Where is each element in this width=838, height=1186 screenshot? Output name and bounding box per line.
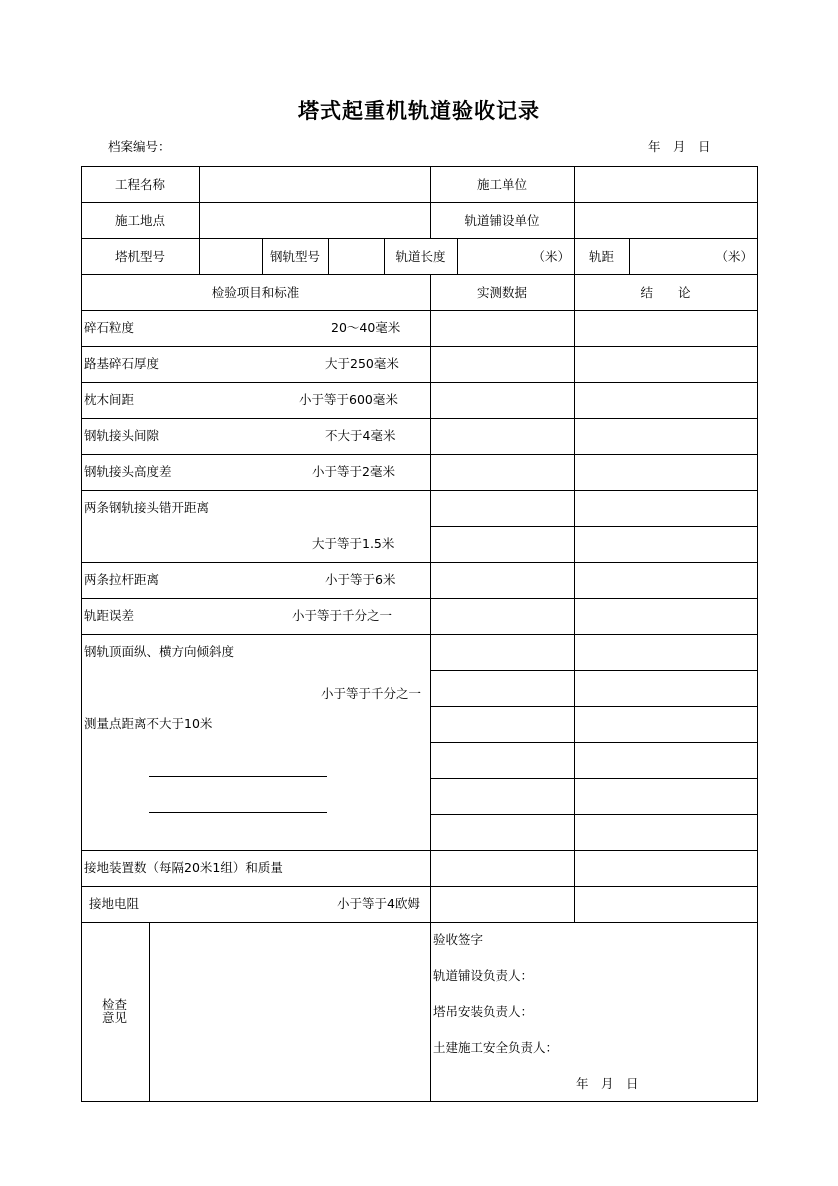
sign-track-laying: 轨道铺设负责人： bbox=[433, 968, 534, 983]
item-name: 路基碎石厚度 bbox=[84, 356, 160, 371]
item-standard: 小于等于6米 bbox=[325, 572, 396, 587]
opinion-label-line2: 意见 bbox=[102, 1010, 128, 1025]
item-standard: 大于等于1.5米 bbox=[312, 536, 395, 551]
item-name: 枕木间距 bbox=[84, 392, 135, 407]
item-name: 碎石粒度 bbox=[84, 320, 135, 335]
field-track-length[interactable] bbox=[458, 238, 570, 274]
item-name: 接地电阻 bbox=[89, 896, 140, 911]
field-track-laying-unit[interactable] bbox=[575, 203, 757, 238]
label-construction-site: 施工地点 bbox=[114, 213, 165, 228]
item-name: 轨距误差 bbox=[84, 608, 135, 623]
field-construction-site[interactable] bbox=[200, 203, 430, 238]
column-header-measured: 实测数据 bbox=[476, 285, 527, 300]
item-name: 接地装置数（每隔20米1组）和质量 bbox=[84, 860, 283, 875]
field-gauge[interactable] bbox=[630, 238, 753, 274]
unit-meters: （米） bbox=[715, 249, 753, 264]
item-standard: 小于等于600毫米 bbox=[299, 392, 398, 407]
label-crane-model: 塔机型号 bbox=[114, 249, 165, 264]
label-project-name: 工程名称 bbox=[114, 177, 165, 192]
sign-crane-install: 塔吊安装负责人： bbox=[433, 1004, 534, 1019]
archive-number-label: 档案编号： bbox=[108, 139, 171, 154]
item-standard: 小于等于4欧姆 bbox=[337, 896, 420, 911]
item-name: 钢轨接头间隙 bbox=[84, 428, 160, 443]
footer-date: 年 月 日 bbox=[576, 1076, 639, 1091]
item-standard: 20～40毫米 bbox=[331, 320, 401, 335]
opinion-field[interactable] bbox=[150, 923, 430, 1101]
item-standard: 小于等于2毫米 bbox=[312, 464, 395, 479]
sign-title: 验收签字 bbox=[433, 932, 484, 947]
label-rail-model: 钢轨型号 bbox=[269, 249, 320, 264]
opinion-label-line1: 检查 bbox=[102, 997, 128, 1012]
label-track-length: 轨道长度 bbox=[395, 249, 446, 264]
opinion-label bbox=[102, 998, 127, 1024]
field-crane-model[interactable] bbox=[200, 239, 262, 274]
label-track-laying-unit: 轨道铺设单位 bbox=[464, 213, 540, 228]
sign-civil-safety: 土建施工安全负责人： bbox=[433, 1040, 559, 1055]
item-name: 两条钢轨接头错开距离 bbox=[84, 500, 210, 515]
page-title: 塔式起重机轨道验收记录 bbox=[298, 99, 540, 123]
column-header-conclusion: 结 论 bbox=[640, 285, 691, 300]
column-header-item: 检验项目和标准 bbox=[211, 285, 300, 300]
item-name: 钢轨接头高度差 bbox=[84, 464, 172, 479]
unit-meters: （米） bbox=[532, 249, 570, 264]
header-date: 年 月 日 bbox=[648, 139, 711, 154]
item-note: 测量点距离不大于10米 bbox=[84, 716, 213, 731]
field-project-name[interactable] bbox=[200, 167, 430, 202]
item-standard: 小于等于千分之一 bbox=[292, 608, 393, 623]
item-standard: 大于250毫米 bbox=[325, 356, 399, 371]
field-rail-model[interactable] bbox=[329, 239, 384, 274]
item-standard: 不大于4毫米 bbox=[325, 428, 396, 443]
label-construction-unit: 施工单位 bbox=[476, 177, 527, 192]
item-name: 钢轨顶面纵、横方向倾斜度 bbox=[84, 644, 235, 659]
item-standard: 小于等于千分之一 bbox=[321, 686, 422, 701]
label-gauge: 轨距 bbox=[588, 249, 614, 264]
item-name: 两条拉杆距离 bbox=[84, 572, 160, 587]
field-construction-unit[interactable] bbox=[575, 167, 757, 202]
